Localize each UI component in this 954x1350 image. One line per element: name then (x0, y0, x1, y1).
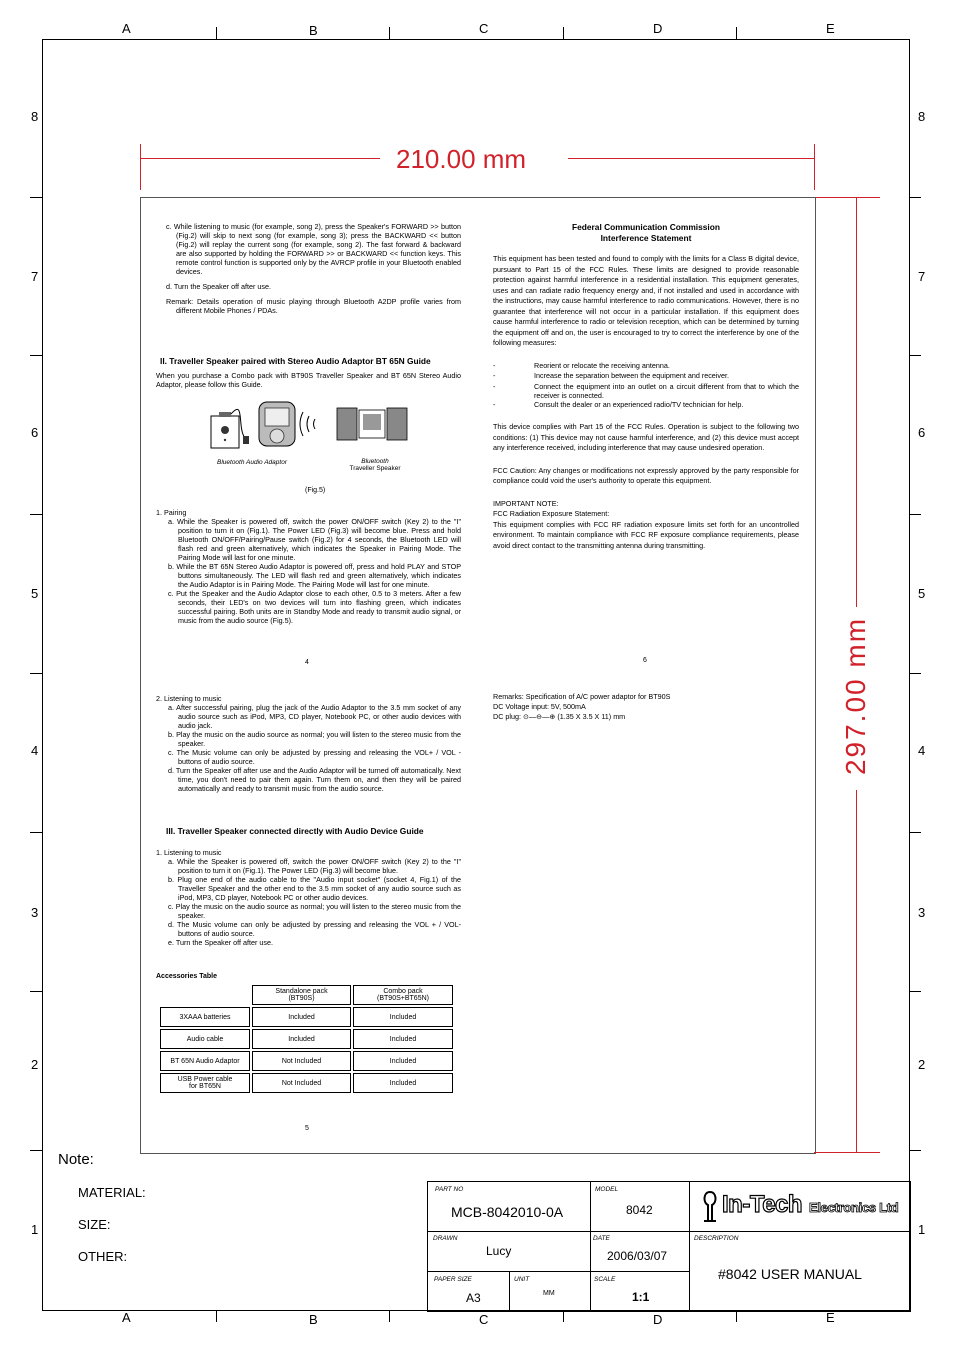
zone-col-b-bottom: B (309, 1312, 318, 1327)
date-value: 2006/03/07 (607, 1249, 668, 1263)
fig5-label-speaker-line1: Bluetooth (361, 458, 389, 465)
p4-pairing-c: c. Put the Speaker and the Audio Adaptor close to each other, 0.5 to 3 meters. After a few seconds, their LED's on two devices will turn into flashing green, which indicates successful pairing. Both units are in Standby Mode and ready to transmit audio signal, or music from the audio source (Fig.5). (168, 589, 461, 625)
p6-remarks (493, 692, 799, 722)
model-value: 8042 (626, 1203, 653, 1217)
page-area-right-edge (815, 197, 816, 1152)
tick (30, 991, 42, 992)
p5-listen-d: d. Turn the Speaker off after use and the Audio Adaptor will be turned off automatically. Next time, you don't need to pair them again. Turn them on, and then they will be paired automatically and ready to transmit music from the audio source. (168, 766, 461, 793)
dim-height-line-bottom (856, 790, 857, 1152)
zone-row-6-left: 6 (31, 425, 39, 440)
zone-row-3-right: 3 (918, 905, 926, 920)
tick (30, 673, 42, 674)
scale-value: 1:1 (632, 1290, 650, 1304)
p5-l-title: 1. Listening to music (156, 848, 222, 857)
dim-height-label: 297.00 mm (840, 616, 871, 776)
fcc-important-2: FCC Radiation Exposure Statement: (493, 509, 610, 518)
zone-row-5-left: 5 (31, 586, 39, 601)
p5-section-title: III. Traveller Speaker connected directly with Audio Device Guide (166, 826, 424, 836)
acc-cell: Included (353, 1073, 453, 1093)
fig5-label-speaker (340, 458, 410, 472)
fcc-measure (493, 400, 799, 411)
acc-cell: USB Power cable for BT65N (160, 1073, 250, 1093)
zone-row-2-left: 2 (31, 1057, 39, 1072)
zone-row-3-left: 3 (31, 905, 39, 920)
acc-cell: Included (353, 1007, 453, 1027)
acc-cell: 3XAAA batteries (160, 1007, 250, 1027)
p4-item-d: d. Turn the Speaker off after use. (166, 282, 271, 291)
date-label: DATE (593, 1235, 610, 1242)
tick (30, 832, 42, 833)
table-row (160, 1007, 453, 1027)
acc-header-cell: Combo pack (BT90S+BT65N) (353, 985, 453, 1005)
tick (909, 673, 921, 674)
zone-row-4-left: 4 (31, 743, 39, 758)
acc-cell: Not Included (252, 1073, 351, 1093)
p4-remark: Remark: Details operation of music playing through Bluetooth A2DP profile varies from different Mobile Phones / PDAs. (166, 297, 461, 315)
fcc-title (493, 222, 799, 244)
fcc-measure-text: Increase the separation between the equipment and receiver. (534, 371, 729, 380)
drawn-value: Lucy (486, 1244, 512, 1258)
dim-width-left-ext (140, 144, 141, 190)
zone-col-c-top: C (479, 21, 489, 36)
company-suffix: Electronics Ltd (809, 1200, 899, 1215)
drawn-label: DRAWN (433, 1235, 458, 1242)
tb-hline (427, 1231, 690, 1232)
zone-row-8-left: 8 (31, 109, 39, 124)
speaker-left-shape (337, 408, 357, 440)
accessories-table (158, 983, 455, 1095)
p5-direct (156, 848, 461, 947)
company-logo-mark-icon (700, 1189, 720, 1225)
zone-row-7-right: 7 (918, 269, 926, 284)
fcc-measure (493, 361, 799, 372)
p4-pairing-b: b. While the BT 65N Stereo Audio Adaptor is powered off, press and hold PLAY and STOP buttons simultaneously. The LED will flash red and green alternatively, which indicates the Audio Adaptor is in Pairing Mode. The Pairing Mode will last for one minute. (168, 562, 461, 589)
p5-l-b: b. Plug one end of the audio cable to the "Audio input socket" (socket 4, Fig.1) of the Traveller Speaker and the other end to the 3.5 mm socket of any audio source such as iPod, MP3, CD player, Notebook PC or other audio devices. (168, 875, 461, 902)
signal-waves-icon (300, 412, 303, 436)
acc-cell: BT 65N Audio Adaptor (160, 1051, 250, 1071)
table-row (160, 1051, 453, 1071)
note-label: Note: (58, 1151, 94, 1168)
zone-row-6-right: 6 (918, 425, 926, 440)
acc-header-cell: Standalone pack (BT90S) (252, 985, 351, 1005)
acc-cell: Included (353, 1051, 453, 1071)
p5-l-c: c. Play the music on the audio source as normal; you will listen to the stereo music from the speaker. (168, 902, 461, 920)
description-value: #8042 USER MANUAL (718, 1266, 862, 1282)
p5-listen-title: 2. Listening to music (156, 694, 222, 703)
fig5-label-speaker-line2: Traveller Speaker (349, 465, 401, 472)
tick (30, 197, 42, 198)
fig5-label-adaptor: Bluetooth Audio Adaptor (217, 459, 287, 466)
tick (389, 1310, 390, 1322)
other-label: OTHER: (78, 1249, 128, 1264)
acc-cell: Not Included (252, 1051, 351, 1071)
acc-table-title: Accessories Table (156, 973, 217, 980)
tick (30, 514, 42, 515)
scale-label: SCALE (594, 1276, 616, 1283)
tick (909, 991, 921, 992)
p5-l-e: e. Turn the Speaker off after use. (168, 938, 273, 947)
zone-col-e-top: E (826, 21, 835, 36)
part-no-label: PART NO (435, 1186, 464, 1193)
dim-height-bottom-ext (814, 1152, 880, 1153)
zone-col-d-top: D (653, 21, 663, 36)
dim-width-label: 210.00 mm (396, 144, 527, 174)
tick (563, 27, 564, 39)
table-row (160, 985, 453, 1005)
fcc-p1: This equipment has been tested and found to comply with the limits for a Class B digital device, pursuant to Part 15 of the FCC Rules. These limits are designed to provide reasonable protection against harmful interference in a residential installation. This equipment generates, uses and can radiate radio frequency energy and, if not installed and used in accordance with the instructions, may cause harmful interference to radio communications. However, there is no guarantee that interference will not occur in a particular installation. If this equipment does cause harmful interference to radio or television reception, which can be determined by turning the equipment off and on, the user is encouraged to try to correct the interference by one of the following measures: (493, 254, 799, 347)
tb-vline (590, 1181, 591, 1310)
tb-hline (427, 1271, 690, 1272)
zone-col-d-bottom: D (653, 1312, 663, 1327)
dim-height-top-ext (814, 197, 880, 198)
part-no-value: MCB-8042010-0A (451, 1204, 564, 1220)
zone-col-e-bottom: E (826, 1310, 835, 1325)
company-logo (700, 1189, 905, 1225)
p4-section-intro: When you purchase a Combo pack with BT90S Traveller Speaker and BT 65N Stereo Audio Adaptor, please follow this Guide. (156, 371, 461, 389)
dim-width-line-left (140, 158, 380, 159)
acc-header-cell (160, 985, 250, 1005)
fcc-title-line1: Federal Communication Commission (572, 222, 720, 232)
table-row (160, 1073, 453, 1093)
acc-cell: Audio cable (160, 1029, 250, 1049)
unit-value: MM (543, 1290, 555, 1297)
p4-pairing-title: 1. Pairing (156, 508, 187, 517)
table-row (160, 1029, 453, 1049)
tick (30, 355, 42, 356)
zone-row-1-left: 1 (31, 1222, 39, 1237)
accessories-table-wrap (158, 983, 455, 1095)
dim-height-line-top (856, 197, 857, 607)
dim-width-line-right (568, 158, 814, 159)
fcc-measure-text: Reorient or relocate the receiving antenna. (534, 360, 670, 370)
p6-remark-3: DC plug: ⊙—⊖—⊕ (1.35 X 3.5 X 11) mm (493, 712, 626, 721)
zone-row-7-left: 7 (31, 269, 39, 284)
zone-col-a-bottom: A (122, 1310, 131, 1325)
fig5-illustration (205, 398, 415, 450)
zone-col-c-bottom: C (479, 1312, 489, 1327)
p5-listen-b: b. Play the music on the audio source as normal; you will listen to the stereo music from the speaker. (168, 730, 461, 748)
p5-l-d: d. The Music volume can only be adjusted by pressing and releasing the VOL + / VOL- buttons of audio source. (168, 920, 461, 938)
fig5-caption: (Fig.5) (305, 487, 326, 494)
fcc-measure (493, 371, 799, 382)
fcc-measure-text: Connect the equipment into an outlet on a circuit different from that to which the receiver is connected. (534, 381, 799, 400)
page6-number: 6 (643, 657, 647, 664)
fcc-measure-bullet: - (493, 371, 496, 380)
tick (736, 27, 737, 39)
zone-row-8-right: 8 (918, 109, 926, 124)
size-label: SIZE: (78, 1217, 111, 1232)
fcc-p2: This device complies with Part 15 of the FCC Rules. Operation is subject to the following two conditions: (1) This device may not cause harmful interference, and (2) this device must accept any interference received, including interference that may cause undesired operation. (493, 422, 799, 452)
tick (909, 355, 921, 356)
tick (909, 514, 921, 515)
paper-size-value: A3 (466, 1291, 481, 1305)
unit-label: UNIT (514, 1276, 530, 1283)
p4-item-c: c. While listening to music (for example, song 2), press the Speaker's FORWARD >> button (Fig.2) will skip to next song (for example, song 3); press the BACKWARD << button (Fig.2) will replay the current song (for example, song 2). The fast forward & backward are also supported by holding the FORWARD >> or BACKWARD << function keys. This remote control function is supported only by the AVRCP profile in your Bluetooth enabled devices. (166, 222, 461, 276)
p6-remark-1: Remarks: Specification of A/C power adaptor for BT90S (493, 692, 671, 701)
fcc-p3: FCC Caution: Any changes or modifications not expressly approved by the party responsible for compliance could void the user's authority to operate this equipment. (493, 465, 799, 485)
page4-column (166, 222, 461, 321)
fcc-measure-bullet: - (493, 360, 496, 370)
tick (389, 27, 390, 39)
fcc-measure-text: Consult the dealer or an experienced radio/TV technician for help. (534, 399, 744, 409)
p4-section-title: II. Traveller Speaker paired with Stereo Audio Adaptor BT 65N Guide (160, 356, 431, 366)
fcc-title-line2: Interference Statement (600, 233, 692, 243)
tb-vline (689, 1181, 690, 1310)
fcc-measure (493, 382, 799, 400)
p5-listen-a: a. After successful pairing, plug the jack of the Audio Adaptor to the 3.5 mm socket of any audio source such as iPod, MP3, CD player, Notebook PC, or other audio devices with audio jack. (168, 703, 461, 730)
fcc-measure-bullet: - (493, 399, 496, 409)
tick (909, 1150, 921, 1151)
tick (909, 832, 921, 833)
acc-cell: Included (252, 1007, 351, 1027)
material-label: MATERIAL: (78, 1185, 146, 1200)
tb-vline (509, 1271, 510, 1310)
model-label: MODEL (595, 1186, 619, 1193)
zone-row-4-right: 4 (918, 743, 926, 758)
page6-column (493, 254, 799, 557)
page5-number: 5 (305, 1125, 309, 1132)
dim-width-right-ext (814, 144, 815, 190)
fcc-measure-bullet: - (493, 381, 496, 391)
tb-hline (689, 1231, 909, 1232)
tick (30, 1150, 42, 1151)
tick (909, 197, 921, 198)
p5-listening (156, 694, 461, 793)
tick (216, 1310, 217, 1322)
adaptor-button (221, 426, 229, 434)
zone-row-2-right: 2 (918, 1057, 926, 1072)
p4-pairing (156, 508, 461, 625)
speaker-right-shape (387, 408, 407, 440)
zone-row-5-right: 5 (918, 586, 926, 601)
tick (216, 27, 217, 39)
p4-pairing-a: a. While the Speaker is powered off, switch the power ON/OFF switch (Key 2) to the "I" position to turn it on (Fig.1). The Power LED (Fig.3) will become blue. Press and hold Bluetooth ON/OFF/Pairing/Pause switch (Fig.2) for 4 seconds, the Bluetooth LED will flash red and green alternatively, which indicates the Speaker in Pairing Mode. The Pairing Mode will last for one minute. (168, 517, 461, 562)
fcc-important-1: IMPORTANT NOTE: (493, 498, 559, 508)
acc-cell: Included (252, 1029, 351, 1049)
company-name: In-Tech (722, 1191, 803, 1218)
fcc-p4: This equipment complies with FCC RF radiation exposure limits set forth for an uncontrolled environment. To maintain compliance with FCC RF exposure compliance requirements, please avoid direct contact to the transmitting antenna during transmitting. (493, 519, 799, 550)
page4-number: 4 (305, 659, 309, 666)
p5-listen-c: c. The Music volume can only be adjusted by pressing and releasing the VOL+ / VOL - buttons of audio source. (168, 748, 461, 766)
acc-cell: Included (353, 1029, 453, 1049)
zone-col-a-top: A (122, 21, 131, 36)
p6-remark-2: DC Voltage input: 5V, 500mA (493, 702, 586, 711)
p5-l-a: a. While the Speaker is powered off, switch the power ON/OFF switch (Key 2) to the "I" position to turn it on (Fig.1). The Power LED (Fig.3) will become blue. (168, 857, 461, 875)
zone-row-1-right: 1 (918, 1222, 926, 1237)
zone-col-b-top: B (309, 23, 318, 38)
paper-size-label: PAPER SIZE (434, 1276, 472, 1283)
description-label: DESCRIPTION (694, 1235, 739, 1242)
